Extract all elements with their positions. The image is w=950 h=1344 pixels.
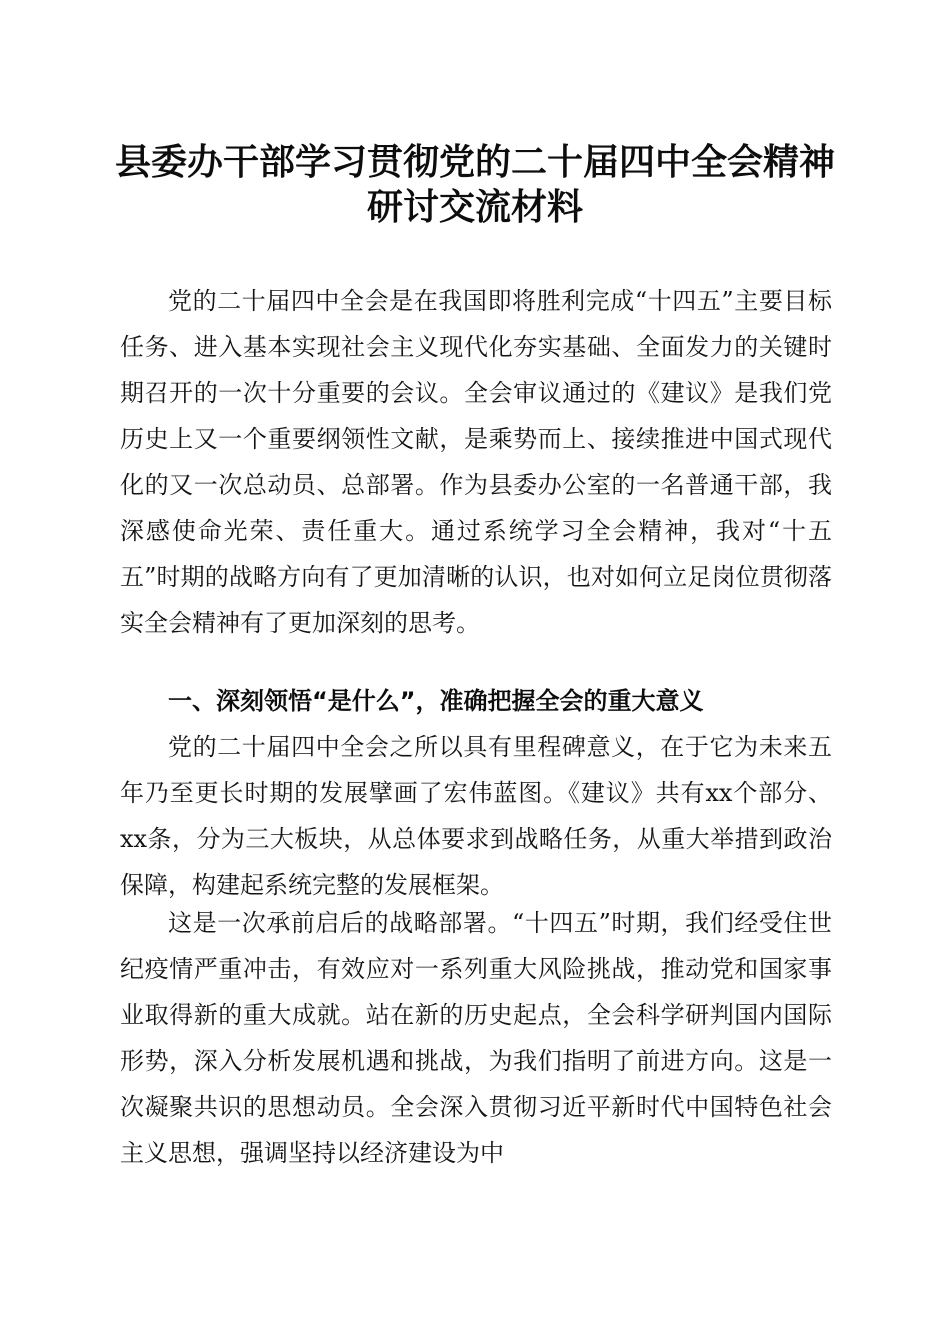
section1-paragraph-2: 这是一次承前启后的战略部署。“十四五”时期，我们经受住世纪疫情严重冲击，有效应对一系列重大风险挑战，推动党和国家事业取得新的重大成就。站在新的历史起点，全会科学研判国内国际形势，深入分析发展机遇和挑战，为我们指明了前进方向。这是一次凝聚共识的思想动员。全会深入贯彻习近平新时代中国特色社会主义思想，强调坚持以经济建设为中 (120, 909, 832, 1167)
section-heading-1: 一、深刻领悟“是什么”，准确把握全会的重大意义 (168, 687, 704, 715)
document-title-line-2: 研讨交流材料 (366, 186, 583, 228)
document-title-line-1: 县委办干部学习贯彻党的二十届四中全会精神 (114, 141, 835, 183)
section1-paragraph-1: 党的二十届四中全会之所以具有里程碑意义，在于它为未来五年乃至更长时期的发展擘画了宏伟蓝图。《建议》共有xx个部分、xx条，分为三大板块，从总体要求到战略任务，从重大举措到政治保障，构建起系统完整的发展框架。 (120, 733, 832, 899)
intro-paragraph: 党的二十届四中全会是在我国即将胜利完成“十四五”主要目标任务、进入基本实现社会主义现代化夯实基础、全面发力的关键时期召开的一次十分重要的会议。全会审议通过的《建议》是我们党历史上又一个重要纲领性文献，是乘势而上、接续推进中国式现代化的又一次总动员、总部署。作为县委办公室的一名普通干部，我深感使命光荣、责任重大。通过系统学习全会精神，我对“十五五”时期的战略方向有了更加清晰的认识，也对如何立足岗位贯彻落实全会精神有了更加深刻的思考。 (120, 287, 832, 637)
